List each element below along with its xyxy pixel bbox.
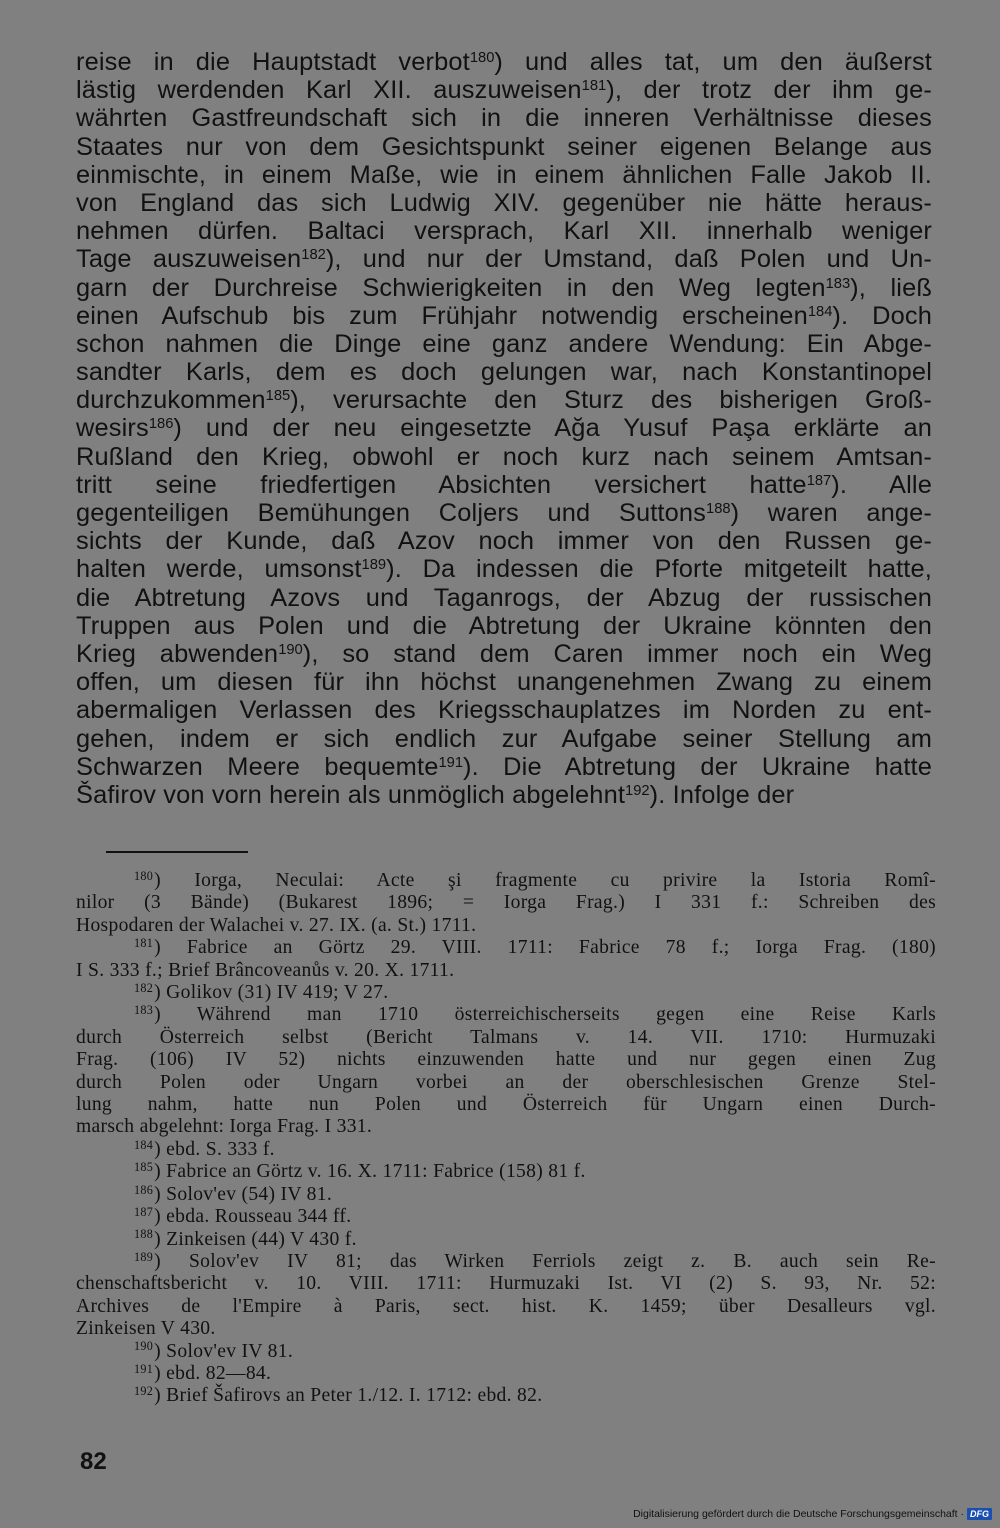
body-line-text: lästig werdenden Karl XII. auszuweisen bbox=[76, 76, 582, 105]
footnote-line bbox=[76, 960, 936, 982]
body-line-text: ), der trotz der ihm ge- bbox=[606, 76, 932, 105]
body-line bbox=[76, 274, 932, 302]
body-line-text: garn der Durchreise Schwierigkeiten in den Weg legten bbox=[76, 273, 826, 302]
credit-text: Digitalisierung gefördert durch die Deutsche Forschungsgemeinschaft · bbox=[633, 1508, 964, 1520]
footnote-text: Während man 1710 österreichischerseits gegen eine Reise Karls bbox=[196, 1004, 936, 1026]
footnote-reference: 185 bbox=[265, 388, 291, 405]
body-line-text: nehmen dürfen. Baltaci versprach, Karl XII. innerhalb weniger bbox=[76, 217, 932, 246]
footnote-paren: ) bbox=[154, 870, 195, 891]
body-line bbox=[76, 527, 932, 555]
footnote-paren: ) bbox=[154, 1250, 189, 1272]
body-line-text: wesirs bbox=[76, 414, 149, 443]
footnote-number: 188 bbox=[134, 1227, 154, 1242]
footnote-number: 190 bbox=[134, 1339, 154, 1354]
footnote-text: Zinkeisen (44) V 430 f. bbox=[166, 1228, 357, 1250]
footnote-text: Archives de l'Empire à Paris, sect. hist. K. 1459; über Desalleurs vgl. bbox=[76, 1295, 936, 1317]
footnote-text: Solov'ev IV 81; das Wirken Ferriols zeigt z. B. auch sein Re- bbox=[188, 1250, 936, 1272]
footnote-number: 180 bbox=[134, 868, 154, 883]
footnote bbox=[76, 1139, 936, 1161]
body-line-text: ). Infolge der bbox=[649, 780, 795, 809]
footnote-line bbox=[76, 1385, 936, 1407]
footnote-number: 183 bbox=[134, 1003, 154, 1018]
footnote-reference: 190 bbox=[278, 641, 303, 658]
body-line-text: die Abtretung Azovs und Taganrogs, der Abzug der russischen bbox=[76, 583, 932, 612]
body-line-text: schon nahmen die Dinge eine ganz andere Wendung: Ein Abge- bbox=[76, 329, 932, 358]
body-line-text: einmischte, in einem Maße, wie in einem ähnlichen Falle Jakob II. bbox=[76, 160, 932, 189]
body-line-text: einen Aufschub bis zum Frühjahr notwendig erscheinen bbox=[76, 301, 808, 330]
footnote-text: Iorga, Neculai: Acte şi fragmente cu privire la Istoria Romî- bbox=[194, 870, 936, 891]
body-text bbox=[76, 48, 932, 809]
footnote bbox=[76, 1206, 936, 1228]
footnote-line bbox=[76, 1318, 936, 1340]
footnote-line bbox=[76, 937, 936, 959]
footnote-reference: 181 bbox=[581, 78, 607, 95]
footnote-paren: ) bbox=[154, 1362, 167, 1384]
footnote-line bbox=[76, 1251, 936, 1273]
footnote-text: Fabrice an Görtz v. 16. X. 1711: Fabrice (158) 81 f. bbox=[166, 1161, 586, 1183]
footnote-text: durch Polen oder Ungarn vorbei an der oberschlesischen Grenze Stel- bbox=[76, 1071, 936, 1093]
body-line bbox=[76, 133, 932, 161]
body-line-text: Šafirov von vorn herein als unmöglich abgelehnt bbox=[76, 780, 626, 809]
footnote-text: I S. 333 f.; Brief Brâncoveanůs v. 20. X. 1711. bbox=[76, 959, 455, 981]
body-line bbox=[76, 668, 932, 696]
footnote-line bbox=[76, 1273, 936, 1295]
footnote-number: 182 bbox=[134, 980, 154, 995]
body-line bbox=[76, 104, 932, 132]
footnote-number: 189 bbox=[134, 1249, 154, 1264]
footnote-text: Solov'ev (54) IV 81. bbox=[166, 1183, 333, 1205]
body-line-text: Staates nur von dem Gesichtspunkt seiner eigenen Belange aus bbox=[76, 132, 932, 161]
body-line-text: von England das sich Ludwig XIV. gegenüber nie hätte heraus- bbox=[76, 188, 932, 217]
footnote bbox=[76, 1385, 936, 1407]
footnote-line bbox=[76, 1049, 936, 1071]
body-line-text: sandter Karls, dem es doch gelungen war, nach Konstantinopel bbox=[76, 358, 932, 387]
footnote-line bbox=[76, 1296, 936, 1318]
body-line-text: ). Die Abtretung der Ukraine hatte bbox=[463, 752, 932, 781]
footnote-text: ebda. Rousseau 344 ff. bbox=[166, 1206, 352, 1228]
body-line-text: ), so stand dem Caren immer noch ein Weg bbox=[302, 639, 932, 668]
body-line bbox=[76, 386, 932, 414]
footnote-line bbox=[76, 1094, 936, 1116]
footnote bbox=[76, 1251, 936, 1341]
footnote-text: Fabrice an Görtz 29. VIII. 1711: Fabrice 78 f.; Iorga Frag. (180) bbox=[186, 937, 936, 959]
footnote-line bbox=[76, 892, 936, 914]
body-line-text: ) und alles tat, um den äußerst bbox=[494, 48, 932, 76]
footnote-number: 192 bbox=[134, 1384, 154, 1399]
body-line-text: ), und nur der Umstand, daß Polen und Un- bbox=[325, 245, 932, 274]
footnote-text: Frag. (106) IV 52) nichts einzuwenden hatte und nur gegen einen Zug bbox=[76, 1049, 936, 1071]
footnote-text: Golikov (31) IV 419; V 27. bbox=[166, 982, 389, 1004]
footnote-line bbox=[76, 1184, 936, 1206]
footnote-reference: 186 bbox=[148, 416, 174, 433]
footnote bbox=[76, 937, 936, 982]
body-line-text: ). Alle bbox=[831, 470, 932, 499]
body-line bbox=[76, 640, 932, 668]
body-line bbox=[76, 696, 932, 724]
body-line bbox=[76, 499, 932, 527]
body-line-text: Krieg abwenden bbox=[76, 639, 279, 668]
body-line bbox=[76, 48, 932, 76]
footnote bbox=[76, 1004, 936, 1138]
body-line bbox=[76, 189, 932, 217]
page-number: 82 bbox=[80, 1448, 107, 1475]
body-line-text: offen, um diesen für ihn höchst unangenehmen Zwang zu einem bbox=[76, 668, 932, 697]
body-line-text: ) waren ange- bbox=[730, 499, 933, 527]
body-line bbox=[76, 612, 932, 640]
footnote-number: 181 bbox=[134, 936, 154, 951]
footnote-line bbox=[76, 1363, 936, 1385]
body-line-text: Schwarzen Meere bequemte bbox=[76, 752, 439, 781]
footnote-line bbox=[76, 1206, 936, 1228]
footnote-paren: ) bbox=[154, 1340, 167, 1362]
body-line bbox=[76, 302, 932, 330]
footnote-line bbox=[76, 1072, 936, 1094]
footnote-number: 184 bbox=[134, 1137, 154, 1152]
dfg-logo: DFG bbox=[967, 1508, 992, 1520]
body-line bbox=[76, 245, 932, 273]
footnote-text: lung nahm, hatte nun Polen und Österreich für Ungarn einen Durch- bbox=[76, 1094, 936, 1116]
footnote-text: durch Österreich selbst (Bericht Talmans v. 14. VII. 1710: Hurmuzaki bbox=[76, 1026, 936, 1048]
footnote-reference: 189 bbox=[361, 557, 387, 574]
footnote-number: 191 bbox=[134, 1361, 154, 1376]
footnote-line bbox=[76, 1027, 936, 1049]
footnote-paren: ) bbox=[154, 1206, 167, 1228]
footnotes bbox=[76, 870, 936, 1408]
footnote bbox=[76, 982, 936, 1004]
footnote-paren: ) bbox=[154, 982, 167, 1004]
body-line bbox=[76, 330, 932, 358]
body-line-text: Rußland den Krieg, obwohl er noch kurz nach seinem Amtsan- bbox=[76, 442, 932, 471]
body-line bbox=[76, 555, 932, 583]
footnote-reference: 192 bbox=[625, 782, 650, 799]
body-line bbox=[76, 471, 932, 499]
footnote-reference: 188 bbox=[706, 500, 731, 517]
footnote-text: ebd. 82—84. bbox=[166, 1362, 272, 1384]
footnote-number: 187 bbox=[134, 1205, 154, 1220]
footnote-line bbox=[76, 982, 936, 1004]
body-line bbox=[76, 781, 932, 809]
body-line bbox=[76, 725, 932, 753]
footnote-text: marsch abgelehnt: Iorga Frag. I 331. bbox=[76, 1116, 373, 1138]
footnote-line bbox=[76, 915, 936, 937]
footnote-paren: ) bbox=[154, 1183, 167, 1205]
body-line-text: gehen, indem er sich endlich zur Aufgabe seiner Stellung am bbox=[76, 724, 932, 753]
body-line bbox=[76, 584, 932, 612]
body-line-text: gegenteiligen Bemühungen Coljers und Suttons bbox=[76, 499, 707, 527]
body-line-text: Tage auszuweisen bbox=[76, 245, 302, 274]
footnote-paren: ) bbox=[154, 1385, 167, 1407]
footnote bbox=[76, 1341, 936, 1363]
footnote-paren: ) bbox=[154, 1161, 167, 1183]
footnote-paren: ) bbox=[154, 937, 187, 959]
footnote-text: Zinkeisen V 430. bbox=[76, 1318, 216, 1340]
footnote-reference: 184 bbox=[807, 303, 833, 320]
footnote-text: Brief Šafirovs an Peter 1./12. I. 1712: ebd. 82. bbox=[166, 1385, 543, 1407]
body-line bbox=[76, 358, 932, 386]
footnote-reference: 182 bbox=[301, 247, 326, 264]
body-line bbox=[76, 414, 932, 442]
footnote-divider bbox=[106, 851, 248, 853]
footnote bbox=[76, 1184, 936, 1206]
footnote-number: 185 bbox=[134, 1160, 154, 1175]
body-line-text: ). Da indessen die Pforte mitgeteilt hatte, bbox=[386, 555, 932, 584]
body-line-text: sichts der Kunde, daß Azov noch immer von den Russen ge- bbox=[76, 527, 932, 556]
footnote-reference: 191 bbox=[438, 754, 464, 771]
footnote-text: nilor (3 Bände) (Bukarest 1896; = Iorga Frag.) I 331 f.: Schreiben des bbox=[76, 892, 936, 914]
body-line-text: ) und der neu eingesetzte Ağa Yusuf Paşa erklärte an bbox=[173, 414, 932, 443]
footnote-line bbox=[76, 870, 936, 892]
footnote-line bbox=[76, 1139, 936, 1161]
footnote-paren: ) bbox=[154, 1004, 197, 1026]
footnote-reference: 183 bbox=[825, 275, 851, 292]
body-line bbox=[76, 76, 932, 104]
footnote bbox=[76, 870, 936, 937]
footnote-line bbox=[76, 1341, 936, 1363]
body-line-text: halten werde, umsonst bbox=[76, 555, 362, 584]
digitization-credit bbox=[633, 1508, 992, 1520]
footnote-text: chenschaftsbericht v. 10. VIII. 1711: Hurmuzaki Ist. VI (2) S. 93, Nr. 52: bbox=[76, 1273, 936, 1295]
footnote-text: Solov'ev IV 81. bbox=[166, 1340, 294, 1362]
body-line bbox=[76, 161, 932, 189]
footnote bbox=[76, 1363, 936, 1385]
footnote-line bbox=[76, 1161, 936, 1183]
body-line bbox=[76, 217, 932, 245]
body-line-text: abermaligen Verlassen des Kriegsschauplatzes im Norden zu ent- bbox=[76, 696, 932, 725]
footnote-line bbox=[76, 1004, 936, 1026]
body-line-text: ), verursachte den Sturz des bisherigen Groß- bbox=[290, 386, 932, 415]
body-line-text: ), ließ bbox=[850, 273, 933, 302]
footnote bbox=[76, 1161, 936, 1183]
body-line bbox=[76, 443, 932, 471]
footnote-line bbox=[76, 1229, 936, 1251]
footnote-text: Hospodaren der Walachei v. 27. IX. (a. St.) 1711. bbox=[76, 914, 477, 936]
footnote-reference: 180 bbox=[469, 49, 495, 66]
body-line-text: durchzukommen bbox=[76, 386, 266, 415]
body-line-text: tritt seine friedfertigen Absichten versichert hatte bbox=[76, 470, 807, 499]
footnote-paren: ) bbox=[154, 1228, 167, 1250]
body-line-text: ). Doch bbox=[832, 301, 933, 330]
footnote-line bbox=[76, 1116, 936, 1138]
footnote bbox=[76, 1229, 936, 1251]
footnote-paren: ) bbox=[154, 1138, 167, 1160]
body-line-text: währten Gastfreundschaft sich in die inneren Verhältnisse dieses bbox=[76, 104, 932, 133]
body-line-text: Truppen aus Polen und die Abtretung der Ukraine könnten den bbox=[76, 611, 932, 640]
footnote-text: ebd. S. 333 f. bbox=[166, 1138, 275, 1160]
footnote-number: 186 bbox=[134, 1182, 154, 1197]
body-line-text: reise in die Hauptstadt verbot bbox=[76, 48, 470, 76]
footnote-reference: 187 bbox=[806, 472, 832, 489]
body-line bbox=[76, 753, 932, 781]
